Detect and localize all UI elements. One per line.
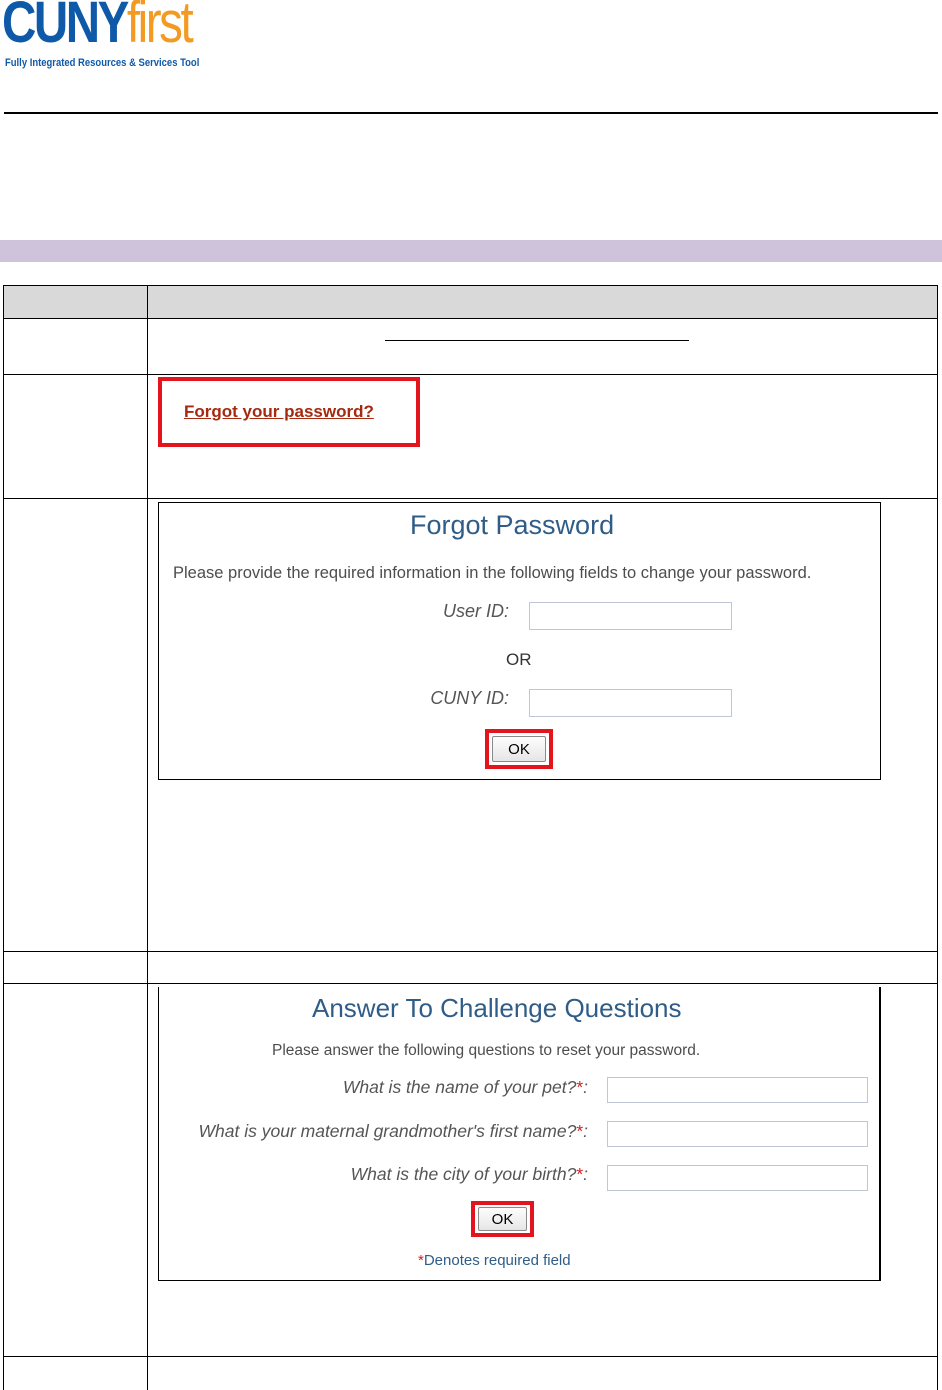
header-rule [4,112,938,114]
label-colon: : [583,1077,588,1097]
pet-question-text: What is the name of your pet? [342,1077,577,1097]
required-marker: * [576,1077,584,1097]
user-id-input[interactable] [529,602,732,630]
forgot-ok-button[interactable]: OK [492,736,546,762]
logo-tagline: Fully Integrated Resources & Services Tool [5,57,200,69]
cuny-id-input[interactable] [529,689,732,717]
pet-question-label [343,1077,588,1098]
logo-first-text: first [126,0,192,55]
table-row [3,375,938,499]
required-marker: * [418,1252,424,1269]
required-note-text: Denotes required field [423,1252,571,1269]
label-colon: : [583,1121,588,1141]
forgot-password-title: Forgot Password [410,510,615,540]
required-marker: * [576,1164,584,1184]
forgot-password-instructions: Please provide the required information in the following fields to change your password. [173,564,812,582]
challenge-instructions: Please answer the following questions to reset your password. [272,1042,701,1059]
label-colon: : [583,1164,588,1184]
table-row [3,952,938,984]
logo-cuny-text: CUNY [2,0,127,55]
table-row [3,1357,938,1390]
cunyfirst-logo [2,2,242,70]
grandmother-question-text: What is your maternal grandmother's first name? [198,1121,577,1141]
challenge-ok-button[interactable]: OK [478,1207,527,1231]
required-field-note [418,1252,571,1269]
birth-city-question-label [351,1164,588,1185]
pet-answer-input[interactable] [607,1077,868,1103]
cuny-id-label: CUNY ID: [430,688,509,708]
logo-wordmark [2,0,192,55]
challenge-title: Answer To Challenge Questions [312,993,682,1023]
url-underline [385,340,689,341]
birth-city-answer-input[interactable] [607,1165,868,1191]
grandmother-question-label [199,1121,588,1142]
table-row [3,319,938,375]
table-header-row [3,285,938,319]
section-band [0,240,942,262]
birth-city-question-text: What is the city of your birth? [350,1164,577,1184]
grandmother-answer-input[interactable] [607,1121,868,1147]
or-text: OR [506,650,532,669]
required-marker: * [576,1121,584,1141]
user-id-label: User ID: [442,601,509,621]
forgot-password-link[interactable]: Forgot your password? [184,402,374,421]
